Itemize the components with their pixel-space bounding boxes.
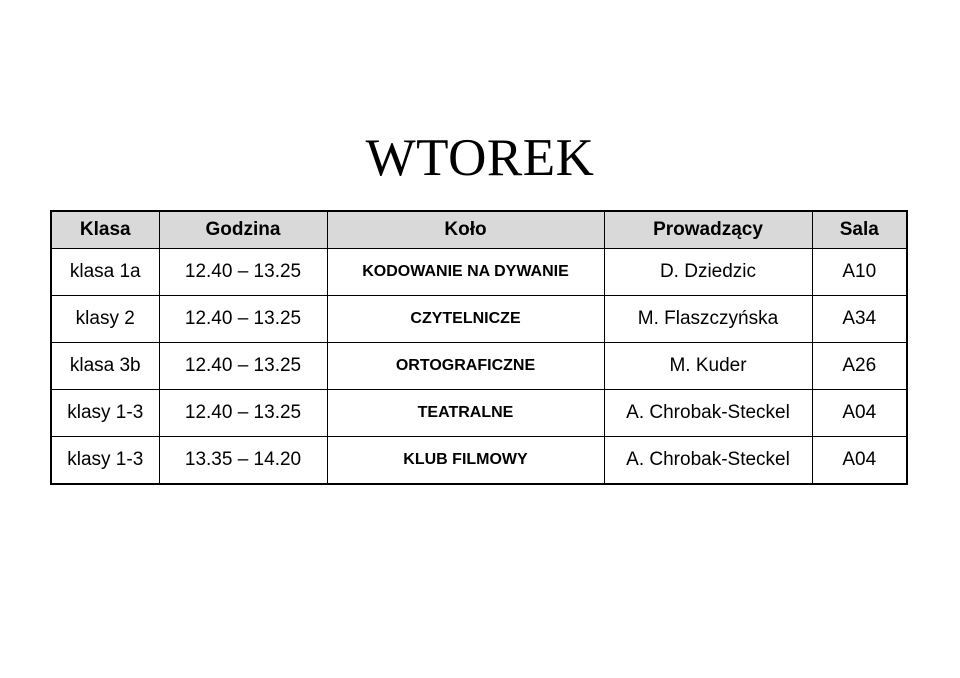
cell-sala: A04 xyxy=(812,437,907,485)
table-row xyxy=(51,249,907,296)
header-sala: Sala xyxy=(812,211,907,249)
table-row xyxy=(51,390,907,437)
cell-prowadzacy: A. Chrobak-Steckel xyxy=(604,437,812,485)
cell-prowadzacy: D. Dziedzic xyxy=(604,249,812,296)
cell-klasa: klasa 3b xyxy=(51,343,159,390)
cell-sala: A10 xyxy=(812,249,907,296)
cell-sala: A34 xyxy=(812,296,907,343)
header-row xyxy=(51,211,907,249)
cell-kolo: ORTOGRAFICZNE xyxy=(327,343,604,390)
cell-godzina: 13.35 – 14.20 xyxy=(159,437,327,485)
cell-prowadzacy: M. Flaszczyńska xyxy=(604,296,812,343)
cell-klasa: klasy 1-3 xyxy=(51,390,159,437)
cell-sala: A26 xyxy=(812,343,907,390)
cell-kolo: KODOWANIE NA DYWANIE xyxy=(327,249,604,296)
header-kolo: Koło xyxy=(327,211,604,249)
table-row xyxy=(51,296,907,343)
cell-kolo: KLUB FILMOWY xyxy=(327,437,604,485)
cell-kolo: TEATRALNE xyxy=(327,390,604,437)
cell-sala: A04 xyxy=(812,390,907,437)
cell-godzina: 12.40 – 13.25 xyxy=(159,249,327,296)
page-title: WTOREK xyxy=(365,129,595,187)
cell-godzina: 12.40 – 13.25 xyxy=(159,343,327,390)
cell-klasa: klasy 2 xyxy=(51,296,159,343)
cell-klasa: klasy 1-3 xyxy=(51,437,159,485)
cell-godzina: 12.40 – 13.25 xyxy=(159,296,327,343)
table-row xyxy=(51,343,907,390)
schedule-table xyxy=(50,210,908,485)
table-row xyxy=(51,437,907,485)
cell-kolo: CZYTELNICZE xyxy=(327,296,604,343)
cell-godzina: 12.40 – 13.25 xyxy=(159,390,327,437)
cell-prowadzacy: A. Chrobak-Steckel xyxy=(604,390,812,437)
header-godzina: Godzina xyxy=(159,211,327,249)
cell-prowadzacy: M. Kuder xyxy=(604,343,812,390)
header-prowadzacy: Prowadzący xyxy=(604,211,812,249)
header-klasa: Klasa xyxy=(51,211,159,249)
cell-klasa: klasa 1a xyxy=(51,249,159,296)
